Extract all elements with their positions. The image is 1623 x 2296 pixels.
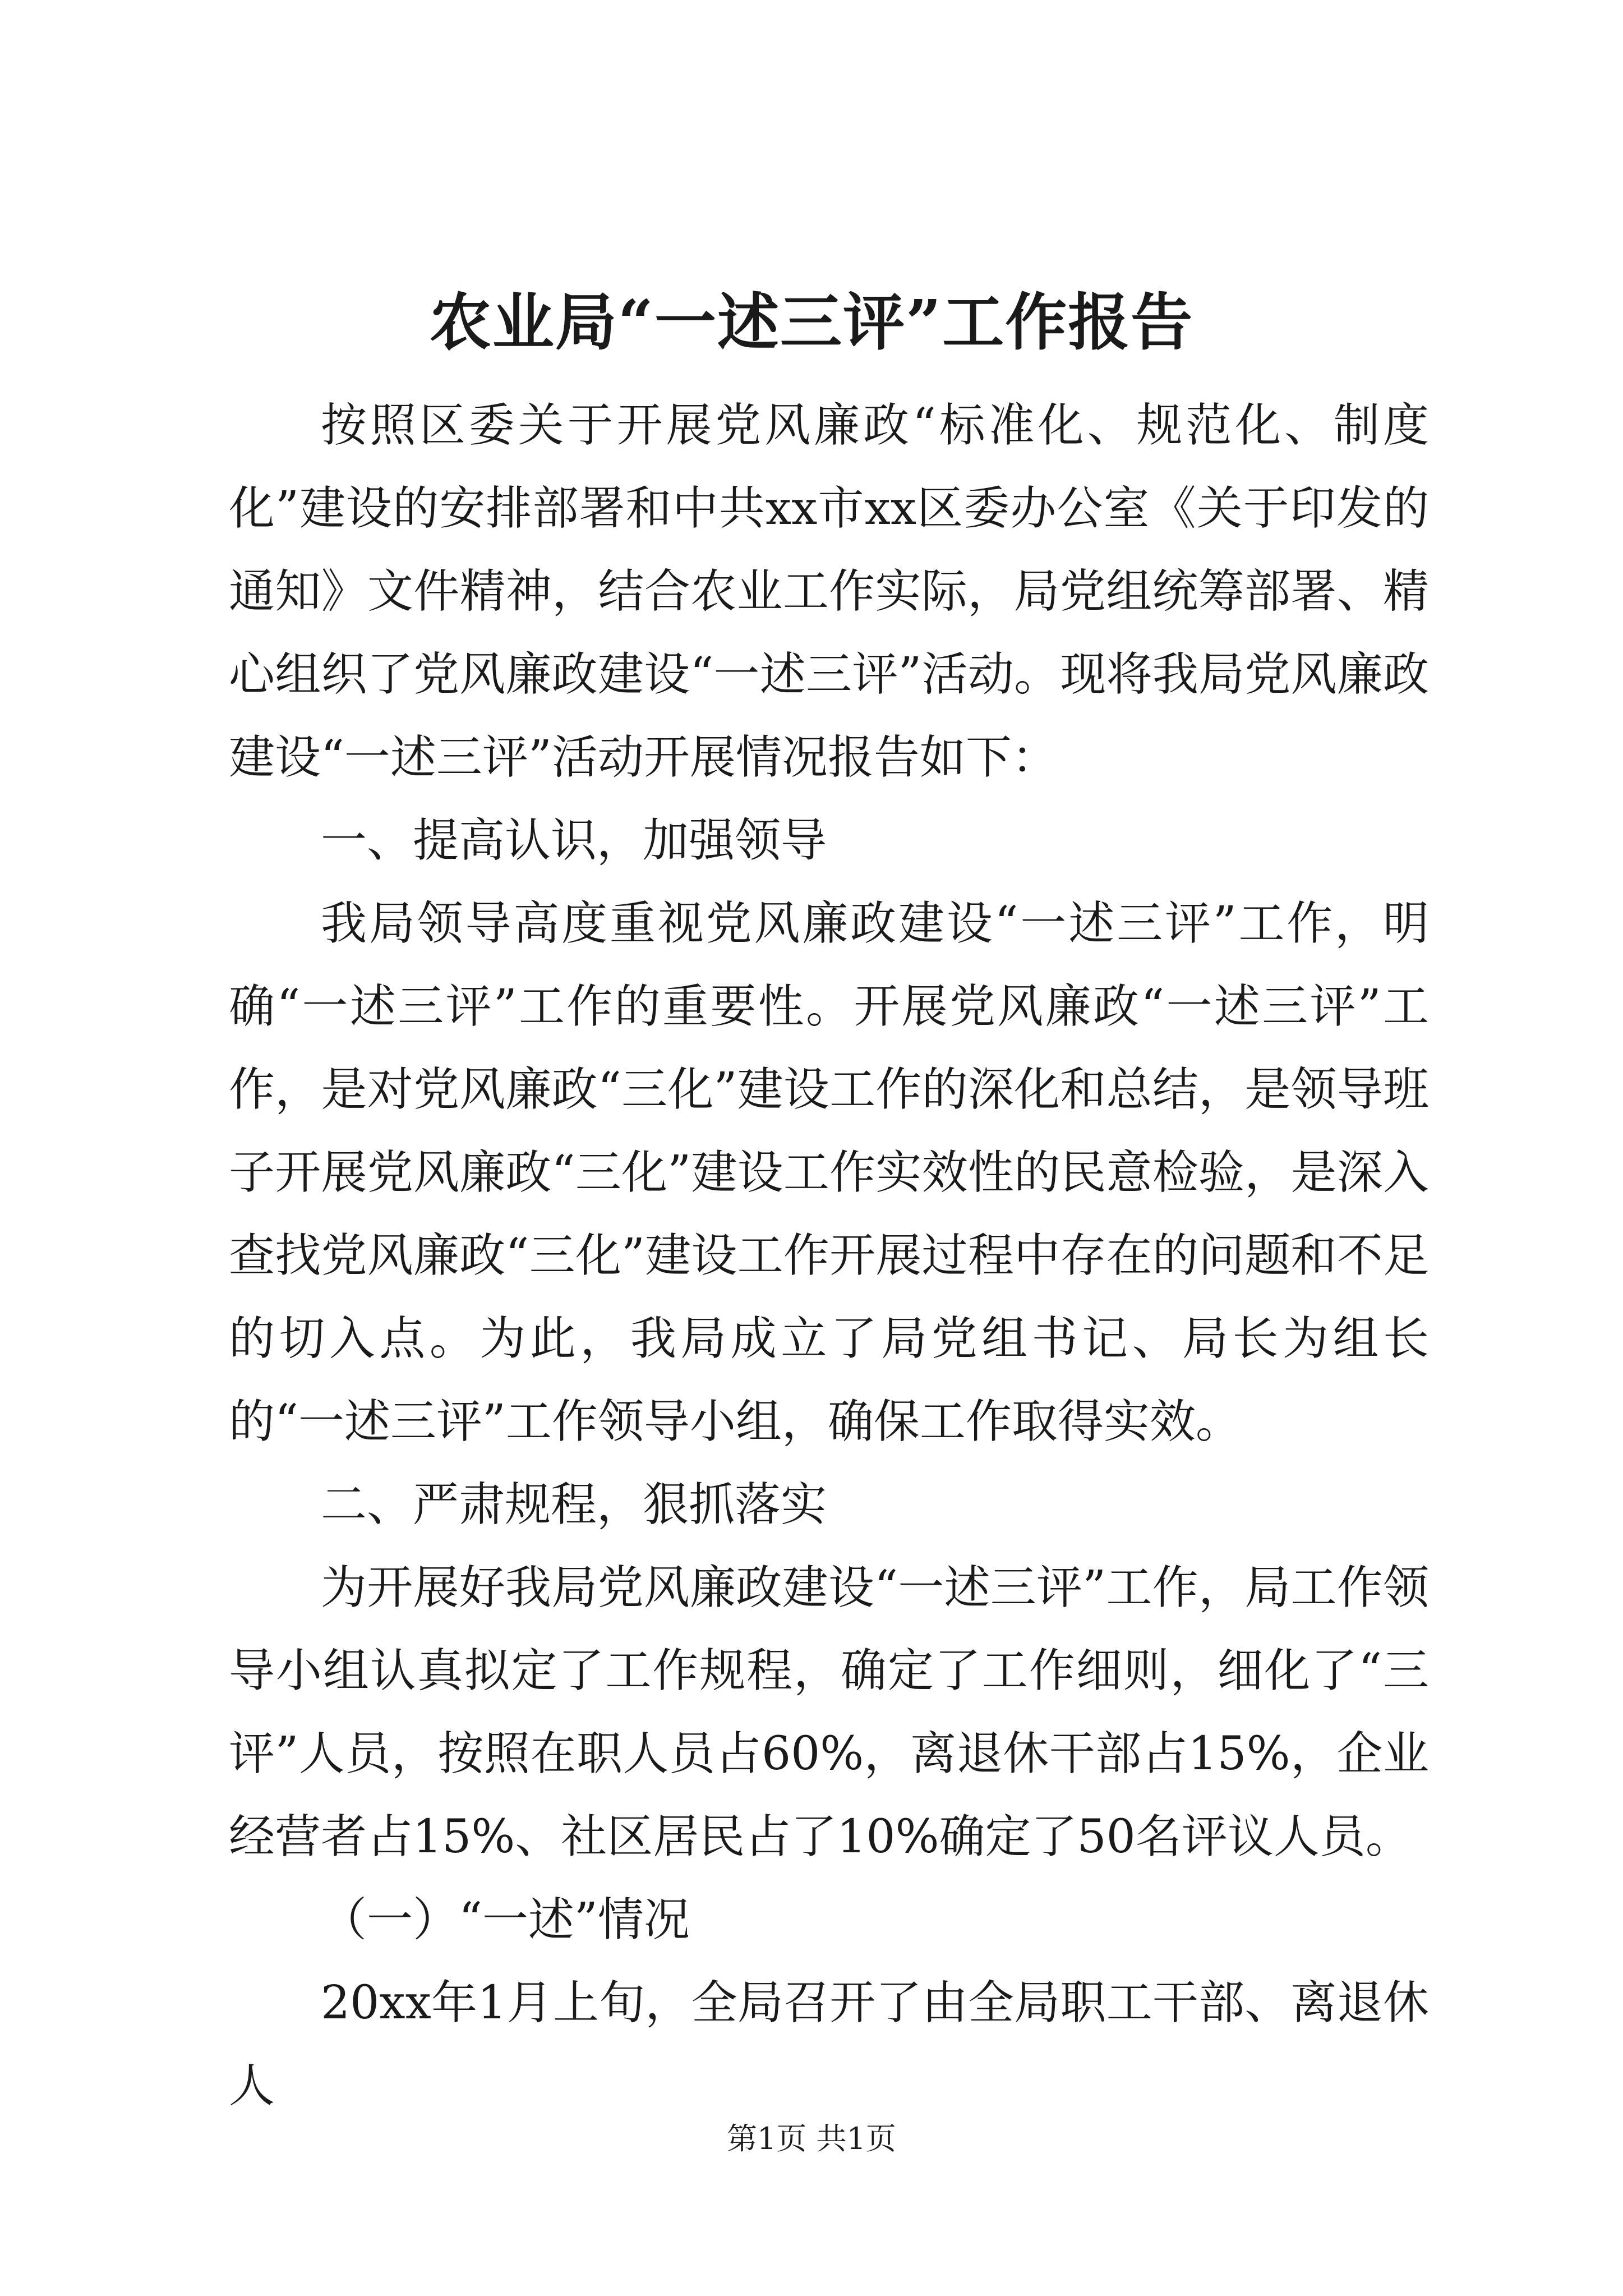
body-paragraph: 为开展好我局党风廉政建设“一述三评”工作，局工作领导小组认真拟定了工作规程，确定了工作细则，细化了“三评”人员，按照在职人员占60%，离退休干部占15%，企业经营者占15%、社区居民占了10%确定了50名评议人员。 [229,1561,1429,1864]
body-paragraph: 我局领导高度重视党风廉政建设“一述三评”工作，明确“一述三评”工作的重要性。开展党风廉政“一述三评”工作，是对党风廉政“三化”建设工作的深化和总结，是领导班子开展党风廉政“三化”建设工作实效性的民意检验，是深入查找党风廉政“三化”建设工作开展过程中存在的问题和不足的切入点。为此，我局成立了局党组书记、局长为组长的“一述三评”工作领导小组，确保工作取得实效。 [229,897,1429,1448]
subsection-heading: （一）“一述”情况 [321,1893,690,1947]
body-paragraph: 20xx年1月上旬，全局召开了由全局职工干部、离退休人 [229,1976,1429,2113]
page-footer: 第1页 共1页 [727,2121,896,2156]
document-title: 农业局“一述三评”工作报告 [429,286,1194,358]
section-heading-1: 一、提高认识，加强领导 [321,814,827,867]
document-body [229,384,1429,2128]
section-heading-2: 二、严肃规程，狠抓落实 [321,1478,827,1531]
intro-paragraph: 按照区委关于开展党风廉政“标准化、规范化、制度化”建设的安排部署和中共xx市xx区委办公室《关于印发的通知》文件精神，结合农业工作实际，局党组统筹部署、精心组织了党风廉政建设“一述三评”活动。现将我局党风廉政建设“一述三评”活动开展情况报告如下： [229,399,1429,784]
